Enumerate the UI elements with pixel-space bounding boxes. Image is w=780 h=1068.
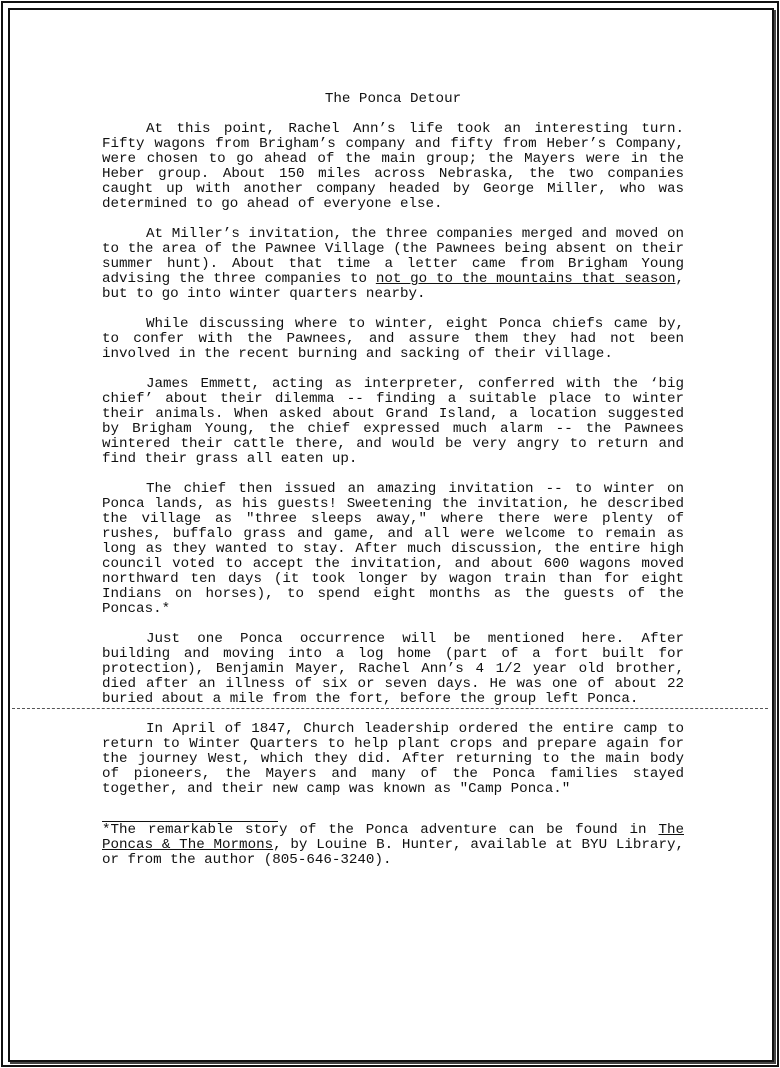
paragraph-1: At this point, Rachel Ann’s life took an interesting turn. Fifty wagons from Brigham’s company and fifty from Heber’s Company, were chosen to go ahead of the main group; the Mayers were in the Heber group. About 150 miles across Nebraska, the two companies caught up with another company headed by George Miller, who was determined to go ahead of everyone else. (102, 121, 684, 212)
paragraph-7: In April of 1847, Church leadership ordered the entire camp to return to Winter Quarters to help plant crops and prepare again for the journey West, which they did. After returning to the main body of pioneers, the Mayers and many of the Ponca families stayed together, and their new camp was known as "Camp Ponca." (102, 721, 684, 797)
footnote-book-title: The Poncas & The Mormons (102, 822, 684, 853)
footnote-text-end: , by Louine B. Hunter, available at BYU Library, or from the author (805-646-3240). (102, 837, 684, 868)
paragraph-2-text-end: , but to go into winter quarters nearby. (102, 271, 684, 302)
document-title: The Ponca Detour (324, 91, 462, 107)
paragraph-4: James Emmett, acting as interpreter, conferred with the ‘big chief’ about their dilemma -- finding a suitable place to winter their animals. When asked about Grand Island, a location suggested by Brigham Young, the chief expressed much alarm -- the Pawnees wintered their cattle there, and would be very angry to return and find their grass all eaten up. (102, 376, 684, 467)
paragraph-2-text: At Miller’s invitation, the three companies merged and moved on to the area of the Pawnee Village (the Pawnees being absent on their summer hunt). About that time a letter came from Brigham Young advising the three companies to (102, 226, 684, 287)
paragraph-2-underlined-text: not go to the mountains that season (375, 271, 676, 287)
footnote (102, 823, 684, 868)
document-body (102, 92, 684, 868)
footnote-text: *The remarkable story of the Ponca adventure can be found in (102, 822, 659, 838)
paragraph-5: The chief then issued an amazing invitation -- to winter on Ponca lands, as his guests! Sweetening the invitation, he described the village as "three sleeps away," where there were plenty of rushes, buffalo grass and game, and all were welcome to remain as long as they wanted to stay. After much discussion, the entire high council voted to accept the invitation, and about 600 wagons moved northward ten days (it took longer by wagon train than for eight Indians on horses), to spend eight months as the guests of the Poncas.* (102, 481, 684, 617)
paragraph-2 (102, 227, 684, 302)
paragraph-6: Just one Ponca occurrence will be mentioned here. After building and moving into a log home (part of a fort built for protection), Benjamin Mayer, Rachel Ann’s 4 1/2 year old brother, died after an illness of six or seven days. He was one of about 22 buried about a mile from the fort, before the group left Ponca. (102, 631, 684, 707)
paragraph-3: While discussing where to winter, eight Ponca chiefs came by, to confer with the Pawnees, and assure them they had not been involved in the recent burning and sacking of their village. (102, 316, 684, 362)
